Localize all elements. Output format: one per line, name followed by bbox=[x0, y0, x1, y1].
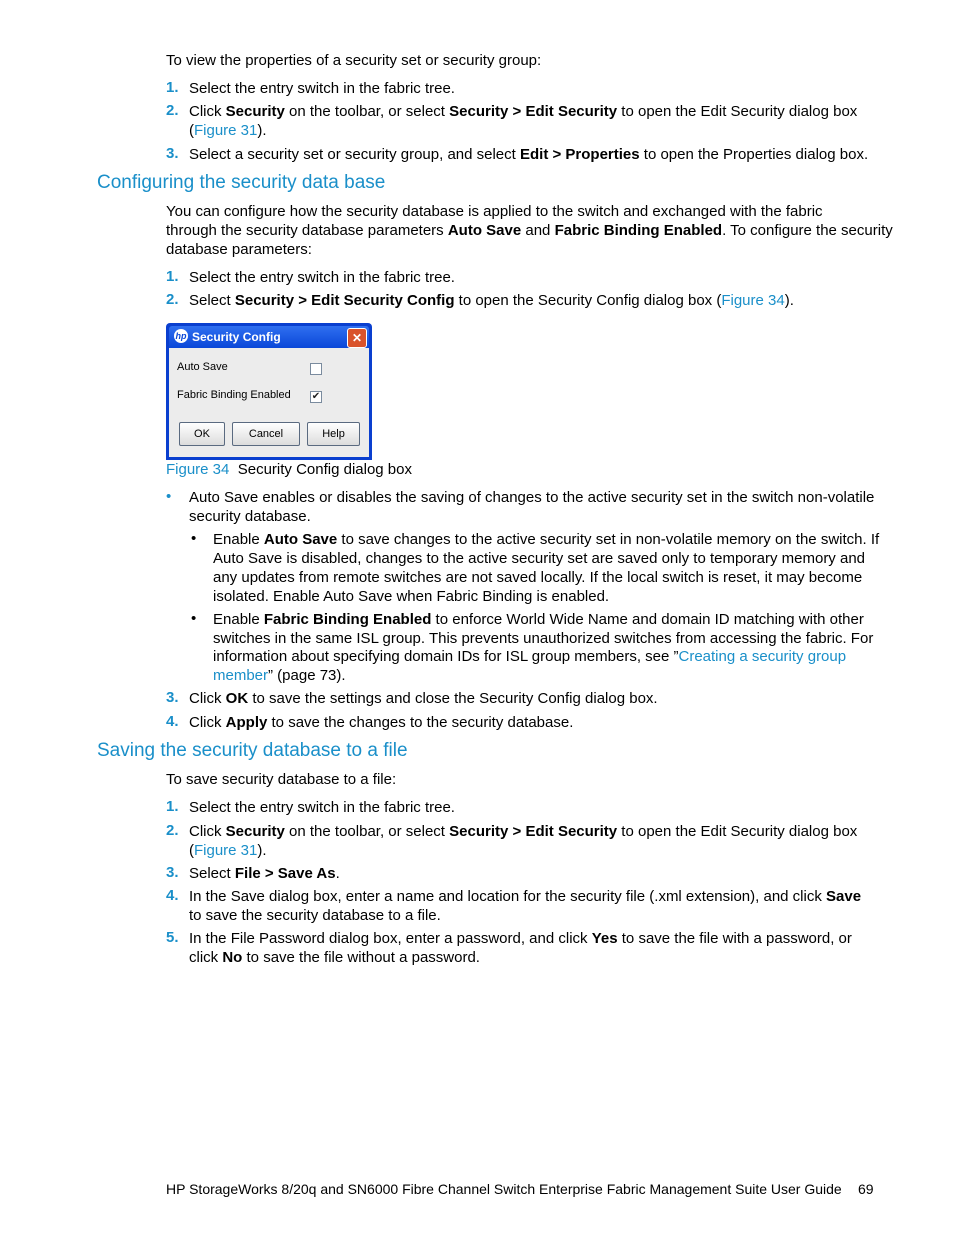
fabric-binding-label: Fabric Binding Enabled bbox=[177, 389, 291, 401]
page-number: 69 bbox=[858, 1181, 874, 1197]
save-step-4-cont: to save the security database to a file. bbox=[189, 907, 441, 924]
figure-31-link[interactable]: Figure 31 bbox=[194, 122, 258, 139]
sub2-line1: Enable Fabric Binding Enabled to enforce World Wide Name and domain ID matching with other bbox=[213, 611, 864, 628]
step-number: 2. bbox=[166, 822, 179, 839]
config-step-2: Select Security > Edit Security Config to open the Security Config dialog box (Figure 34). bbox=[189, 292, 794, 309]
cancel-button[interactable]: Cancel bbox=[232, 422, 300, 446]
ok-button[interactable]: OK bbox=[179, 422, 225, 446]
step-number: 4. bbox=[166, 887, 179, 904]
section2-intro: To save security database to a file: bbox=[166, 771, 397, 788]
save-step-5-cont: click No to save the file without a password. bbox=[189, 949, 480, 966]
save-step-2-cont: (Figure 31). bbox=[189, 842, 267, 859]
figure-31-link[interactable]: Figure 31 bbox=[194, 842, 258, 859]
save-step-3: Select File > Save As. bbox=[189, 865, 340, 882]
step-number: 3. bbox=[166, 145, 179, 162]
sub1-line4: isolated. Enable Auto Save when Fabric Binding is enabled. bbox=[213, 588, 610, 605]
view-step-2-cont: (Figure 31). bbox=[189, 122, 267, 139]
figure-label: Figure 34 bbox=[166, 461, 230, 478]
close-button[interactable]: ✕ bbox=[347, 328, 367, 348]
hp-logo-icon: hp bbox=[175, 331, 187, 341]
auto-save-checkbox[interactable] bbox=[310, 363, 322, 375]
dialog-body bbox=[169, 348, 369, 457]
section-heading-saving: Saving the security database to a file bbox=[97, 740, 408, 761]
auto-save-label: Auto Save bbox=[177, 361, 228, 373]
sub2-line4: member” (page 73). bbox=[213, 667, 346, 684]
fabric-binding-checkbox[interactable]: ✔ bbox=[311, 391, 321, 402]
bullet-marker: • bbox=[166, 488, 172, 505]
section-heading-configuring: Configuring the security data base bbox=[97, 172, 386, 193]
config-step-1: Select the entry switch in the fabric tree. bbox=[189, 269, 455, 286]
section1-para-line1: You can configure how the security database is applied to the switch and exchanged with the fabric bbox=[166, 203, 823, 220]
auto-save-bullet-line1: Auto Save enables or disables the saving of changes to the active security set in the switch non-volatile bbox=[189, 489, 875, 506]
auto-save-bullet-line2: security database. bbox=[189, 508, 311, 525]
help-button[interactable]: Help bbox=[307, 422, 360, 446]
dialog-title: Security Config bbox=[192, 330, 281, 344]
save-step-4: In the Save dialog box, enter a name and location for the security file (.xml extension), and click Save bbox=[189, 888, 862, 905]
step-number: 1. bbox=[166, 79, 179, 96]
sub1-line1: Enable Auto Save to save changes to the active security set in non-volatile memory on the switch. If bbox=[213, 531, 880, 548]
view-step-3: Select a security set or security group, and select Edit > Properties to open the Properties dialog box. bbox=[189, 146, 869, 163]
figure-34-link[interactable]: Figure 34 bbox=[721, 292, 785, 309]
sub-bullet-marker: • bbox=[191, 530, 197, 547]
dialog-titlebar bbox=[169, 326, 369, 348]
step-number: 1. bbox=[166, 268, 179, 285]
creating-security-group-link[interactable]: Creating a security group bbox=[678, 648, 847, 665]
step-number: 3. bbox=[166, 864, 179, 881]
sub2-line3: information about specifying domain IDs for ISL group members, see ”Creating a security group bbox=[213, 648, 847, 665]
figure-caption: Figure 34 Security Config dialog box bbox=[166, 461, 412, 478]
step-number: 3. bbox=[166, 689, 179, 706]
save-step-5: In the File Password dialog box, enter a password, and click Yes to save the file with a password, or bbox=[189, 930, 852, 947]
intro-text: To view the properties of a security set or security group: bbox=[166, 52, 542, 69]
step-number: 5. bbox=[166, 929, 179, 946]
security-config-dialog bbox=[166, 323, 372, 460]
step-number: 4. bbox=[166, 713, 179, 730]
section1-para-line3: database parameters: bbox=[166, 241, 312, 258]
creating-security-group-link-cont[interactable]: member bbox=[213, 667, 269, 684]
config-step-3: Click OK to save the settings and close the Security Config dialog box. bbox=[189, 690, 658, 707]
step-number: 1. bbox=[166, 798, 179, 815]
step-number: 2. bbox=[166, 102, 179, 119]
step-number: 2. bbox=[166, 291, 179, 308]
view-step-2: Click Security on the toolbar, or select Security > Edit Security to open the Edit Security dialog box bbox=[189, 103, 858, 120]
save-step-1: Select the entry switch in the fabric tree. bbox=[189, 799, 455, 816]
view-step-1: Select the entry switch in the fabric tree. bbox=[189, 80, 455, 97]
config-step-4: Click Apply to save the changes to the security database. bbox=[189, 714, 574, 731]
sub1-line3: any updates from remote switches are not saved locally. If the local switch is reset, it may become bbox=[213, 569, 863, 586]
section1-para-line2: through the security database parameters Auto Save and Fabric Binding Enabled. To configure the security bbox=[166, 222, 893, 239]
sub1-line2: Auto Save is disabled, changes to the active security set are saved only to temporary memory and bbox=[213, 550, 866, 567]
sub-bullet-marker: • bbox=[191, 610, 197, 627]
page-footer: HP StorageWorks 8/20q and SN6000 Fibre Channel Switch Enterprise Fabric Management Suite User Guide bbox=[166, 1181, 842, 1197]
save-step-2: Click Security on the toolbar, or select Security > Edit Security to open the Edit Security dialog box bbox=[189, 823, 858, 840]
sub2-line2: switches in the same ISL group. This prevents unauthorized switches from accessing the fabric. For bbox=[213, 630, 874, 647]
